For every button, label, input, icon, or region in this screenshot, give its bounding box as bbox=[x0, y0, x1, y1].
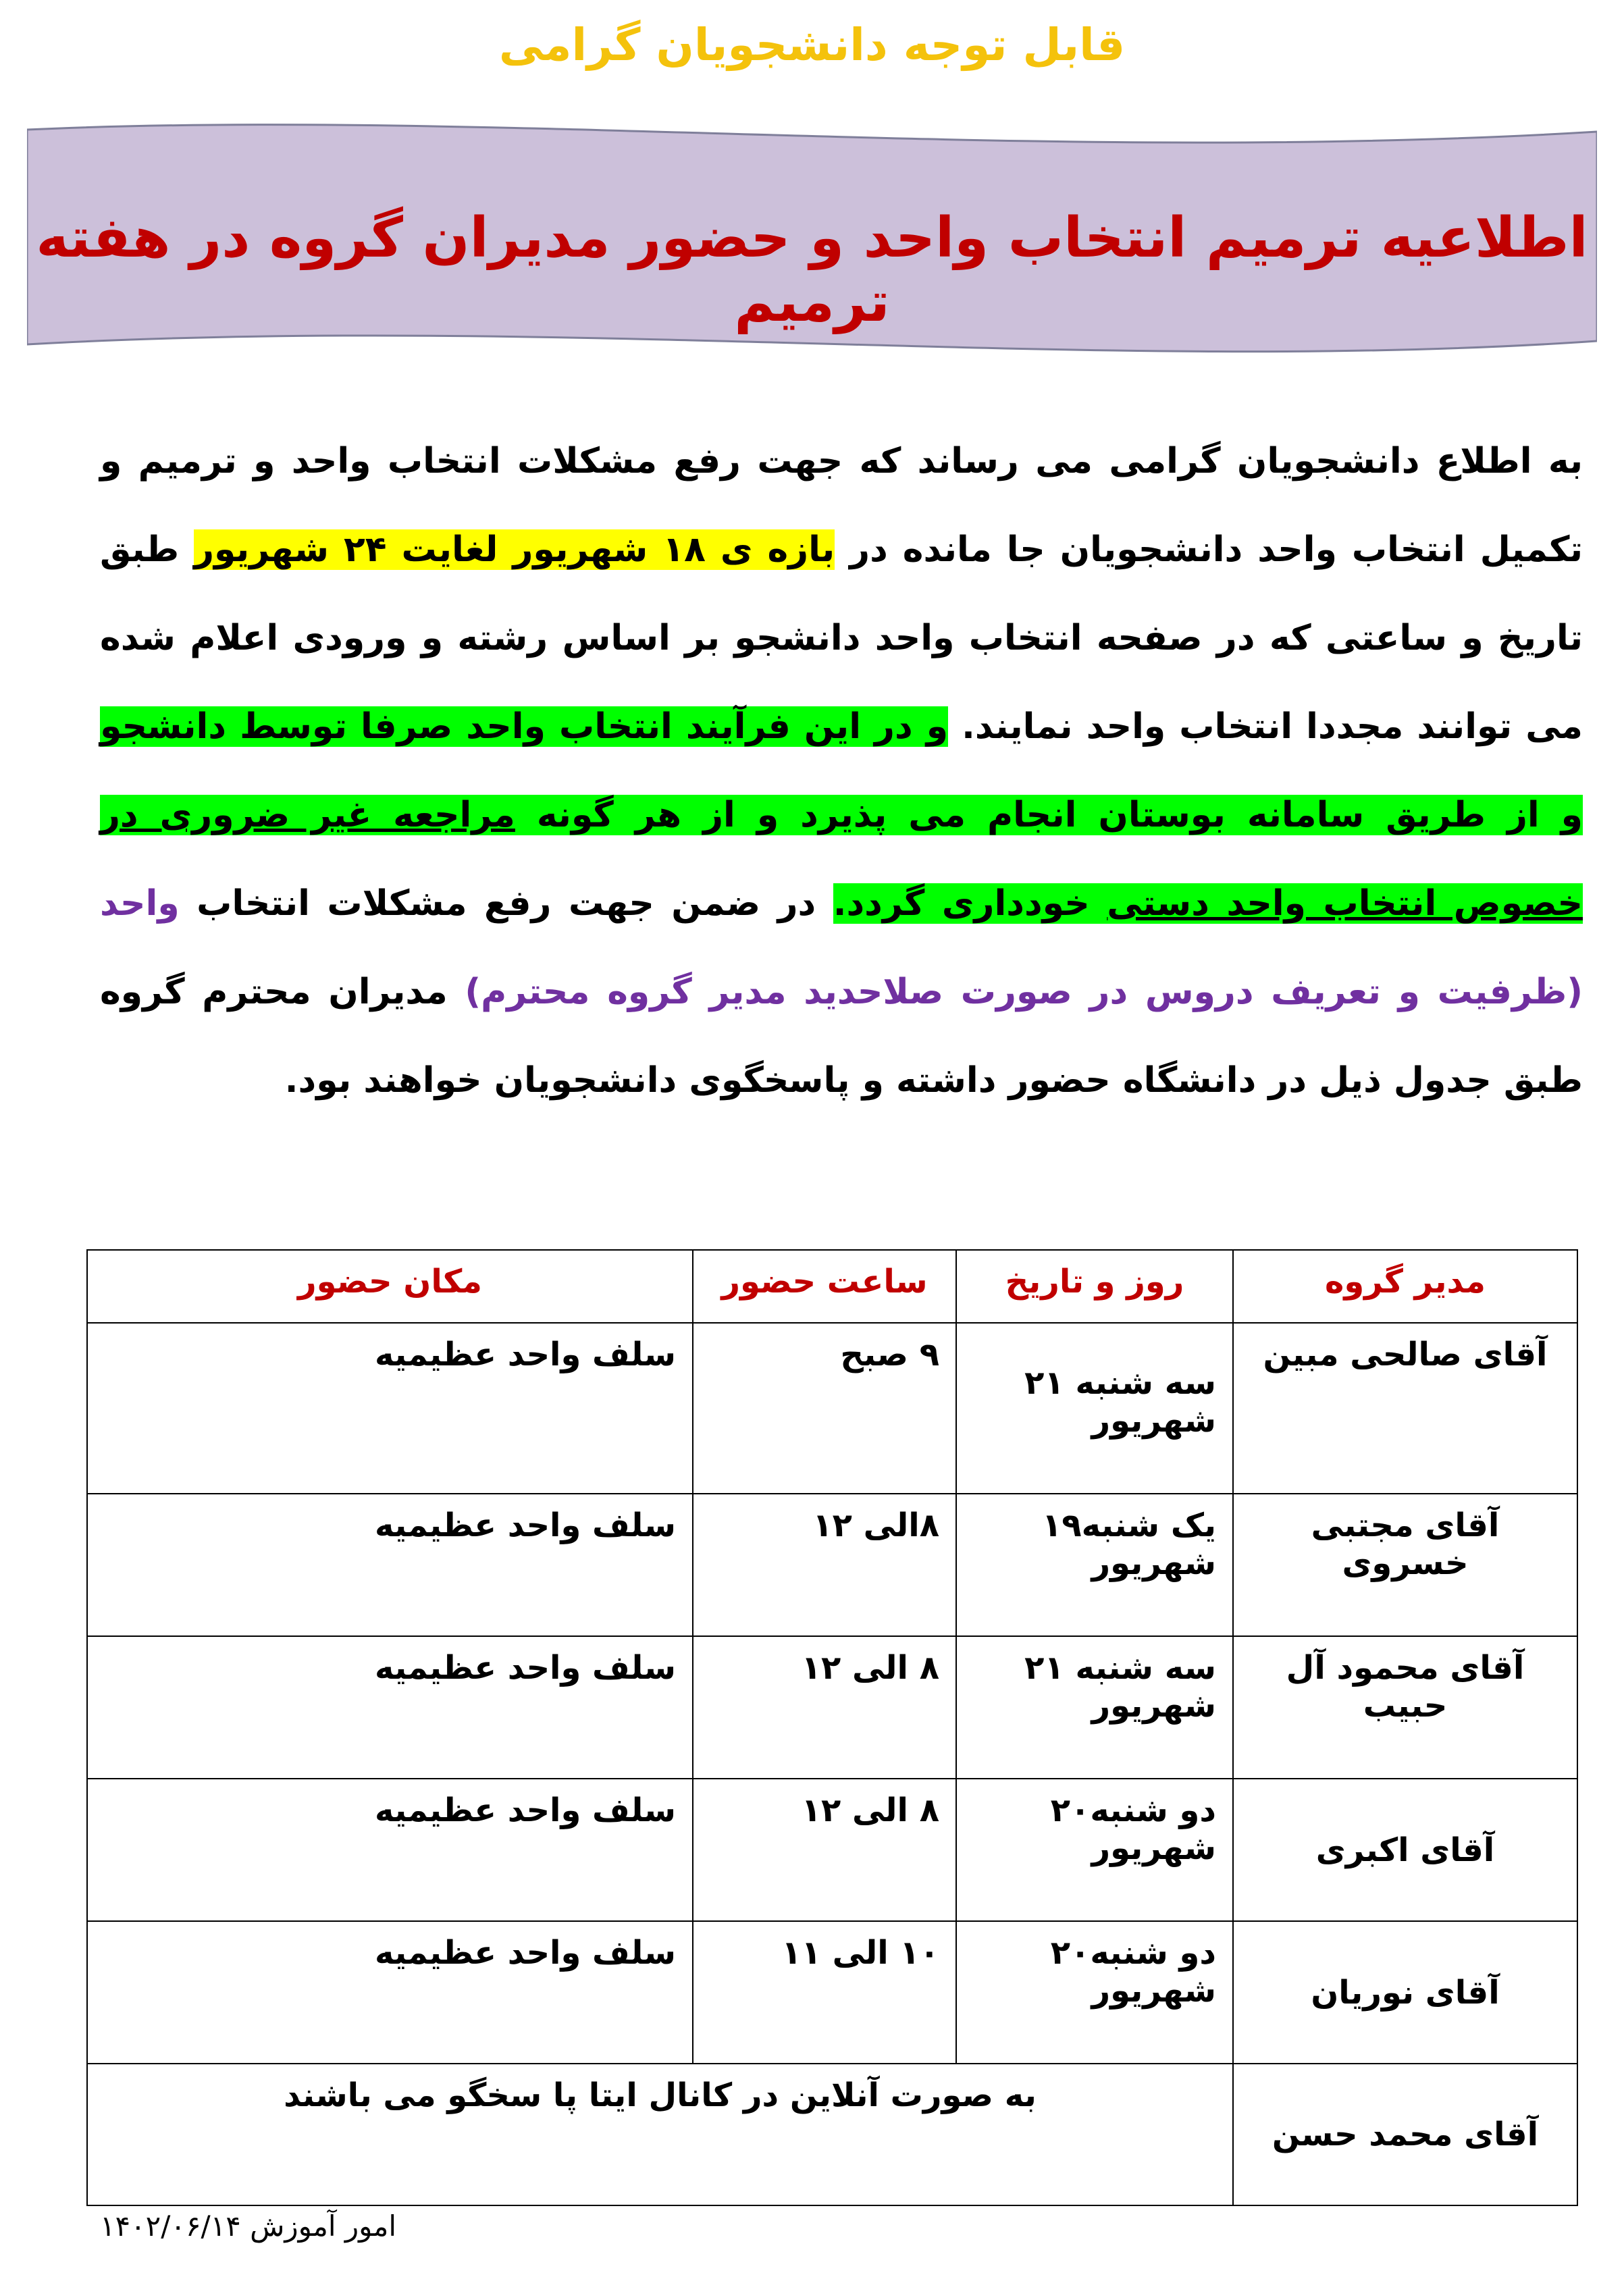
paragraph-part-3: طبق تاریخ و ساعتی که در صفحه انتخاب واحد دانشجو بر اساس رشته و ورودی اعلام شده می توانند مجددا انتخاب واحد نمایند. bbox=[100, 529, 1583, 747]
date-cell: یک شنبه۱۹ شهریور bbox=[956, 1494, 1233, 1636]
paragraph-part-9: مدیران محترم گروه طبق جدول ذیل در دانشگاه حضور داشته و پاسخگوی دانشجویان خواهند بود. bbox=[100, 972, 1583, 1101]
table-header-row bbox=[87, 1250, 1577, 1323]
time-cell: ۸ الی ۱۲ bbox=[693, 1779, 956, 1921]
paragraph-part-7: در ضمن جهت رفع مشکلات انتخاب bbox=[197, 883, 816, 924]
footer-signature-date: امور آموزش ۱۴۰۲/۰۶/۱۴ bbox=[100, 2209, 397, 2243]
time-cell: ۸الی ۱۲ bbox=[693, 1494, 956, 1636]
table-row bbox=[87, 1921, 1577, 2064]
time-cell: ۸ الی ۱۲ bbox=[693, 1636, 956, 1779]
online-note-cell: به صورت آنلاین در کانال ایتا پا سخگو می باشند bbox=[87, 2064, 1233, 2205]
manager-cell: آقای اکبری bbox=[1233, 1779, 1577, 1921]
title-banner bbox=[27, 115, 1597, 358]
date-cell: سه شنبه ۲۱ شهریور bbox=[956, 1636, 1233, 1779]
date-cell: سه شنبه ۲۱ شهریور bbox=[956, 1323, 1233, 1494]
header-time: ساعت حضور bbox=[693, 1250, 956, 1323]
date-cell: دو شنبه۲۰ شهریور bbox=[956, 1921, 1233, 2064]
table-row bbox=[87, 2064, 1577, 2205]
manager-cell: آقای محمود آل حبیب bbox=[1233, 1636, 1577, 1779]
banner-title: اطلاعیه ترمیم انتخاب واحد و حضور مدیران گروه در هفته ترمیم bbox=[36, 206, 1588, 334]
manager-cell: آقای صالحی مبین bbox=[1233, 1323, 1577, 1494]
manager-cell: آقای محمد حسن bbox=[1233, 2064, 1577, 2205]
green-highlight-part-1: و در این فرآیند انتخاب واحد صرفا توسط دانشجو و از طریق سامانه بوستان انجام می پذیرد و از هر گونه bbox=[100, 706, 1583, 835]
header-place: مکان حضور bbox=[87, 1250, 693, 1323]
header-date: روز و تاریخ bbox=[956, 1250, 1233, 1323]
purple-text-part: واحد (ظرفیت و تعریف دروس در صورت صلاحدید مدیر گروه محترم) bbox=[100, 883, 1583, 1012]
announcement-paragraph bbox=[100, 417, 1583, 1125]
manager-cell: آقای نوریان bbox=[1233, 1921, 1577, 2064]
time-cell: ۹ صبح bbox=[693, 1323, 956, 1494]
attendance-table bbox=[86, 1249, 1578, 2206]
time-cell: ۱۰ الی ۱۱ bbox=[693, 1921, 956, 2064]
date-cell: دو شنبه۲۰ شهریور bbox=[956, 1779, 1233, 1921]
green-highlight-part-2: خودداری گردد. bbox=[833, 883, 1090, 924]
date-range-highlight: بازه ی ۱۸ شهریور لغایت ۲۴ شهریور bbox=[194, 529, 835, 570]
place-cell: سلف واحد عظیمیه bbox=[87, 1636, 693, 1779]
table-row bbox=[87, 1494, 1577, 1636]
header-manager: مدیر گروه bbox=[1233, 1250, 1577, 1323]
table-row bbox=[87, 1636, 1577, 1779]
place-cell: سلف واحد عظیمیه bbox=[87, 1779, 693, 1921]
notice-kicker: قابل توجه دانشجویان گرامی bbox=[498, 19, 1126, 71]
table-row bbox=[87, 1779, 1577, 1921]
place-cell: سلف واحد عظیمیه bbox=[87, 1494, 693, 1636]
table-row bbox=[87, 1323, 1577, 1494]
place-cell: سلف واحد عظیمیه bbox=[87, 1921, 693, 2064]
manager-cell: آقای مجتبی خسروی bbox=[1233, 1494, 1577, 1636]
green-underlined-part: مراجعه غیر ضروری در خصوص انتخاب واحد دستی bbox=[100, 795, 1583, 924]
place-cell: سلف واحد عظیمیه bbox=[87, 1323, 693, 1494]
paragraph-part-1: به اطلاع دانشجویان گرامی می رساند که جهت رفع مشکلات انتخاب واحد و ترمیم و تکمیل انتخاب واحد دانشجویان جا مانده در bbox=[100, 441, 1583, 570]
